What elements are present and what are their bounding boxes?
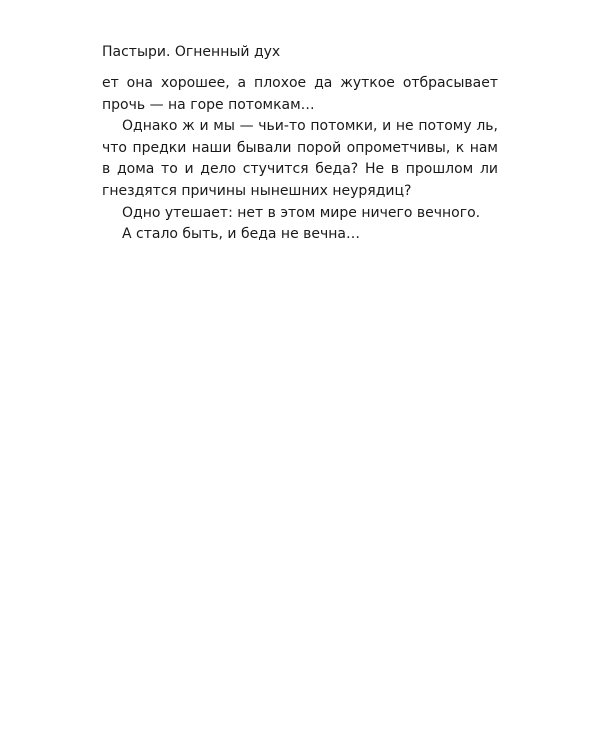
running-header: Пастыри. Огненный дух	[102, 44, 281, 60]
paragraph: Одно утешает: нет в этом мире ничего вечного.	[122, 204, 481, 221]
paragraph-continuation: ет она хорошее, а плохое да жуткое отбрасывает прочь — на горе потомкам…	[102, 75, 498, 113]
paragraph: Однако ж и мы — чьи-то потомки, и не потому ль, что предки наши бывали порой опрометчивы, к нам в дома то и дело стучится беда? Не в прошлом ли гнездятся причины нынешних неурядиц?	[102, 118, 498, 199]
paragraph: А стало быть, и беда не вечна…	[122, 226, 361, 243]
body-text	[102, 73, 498, 246]
